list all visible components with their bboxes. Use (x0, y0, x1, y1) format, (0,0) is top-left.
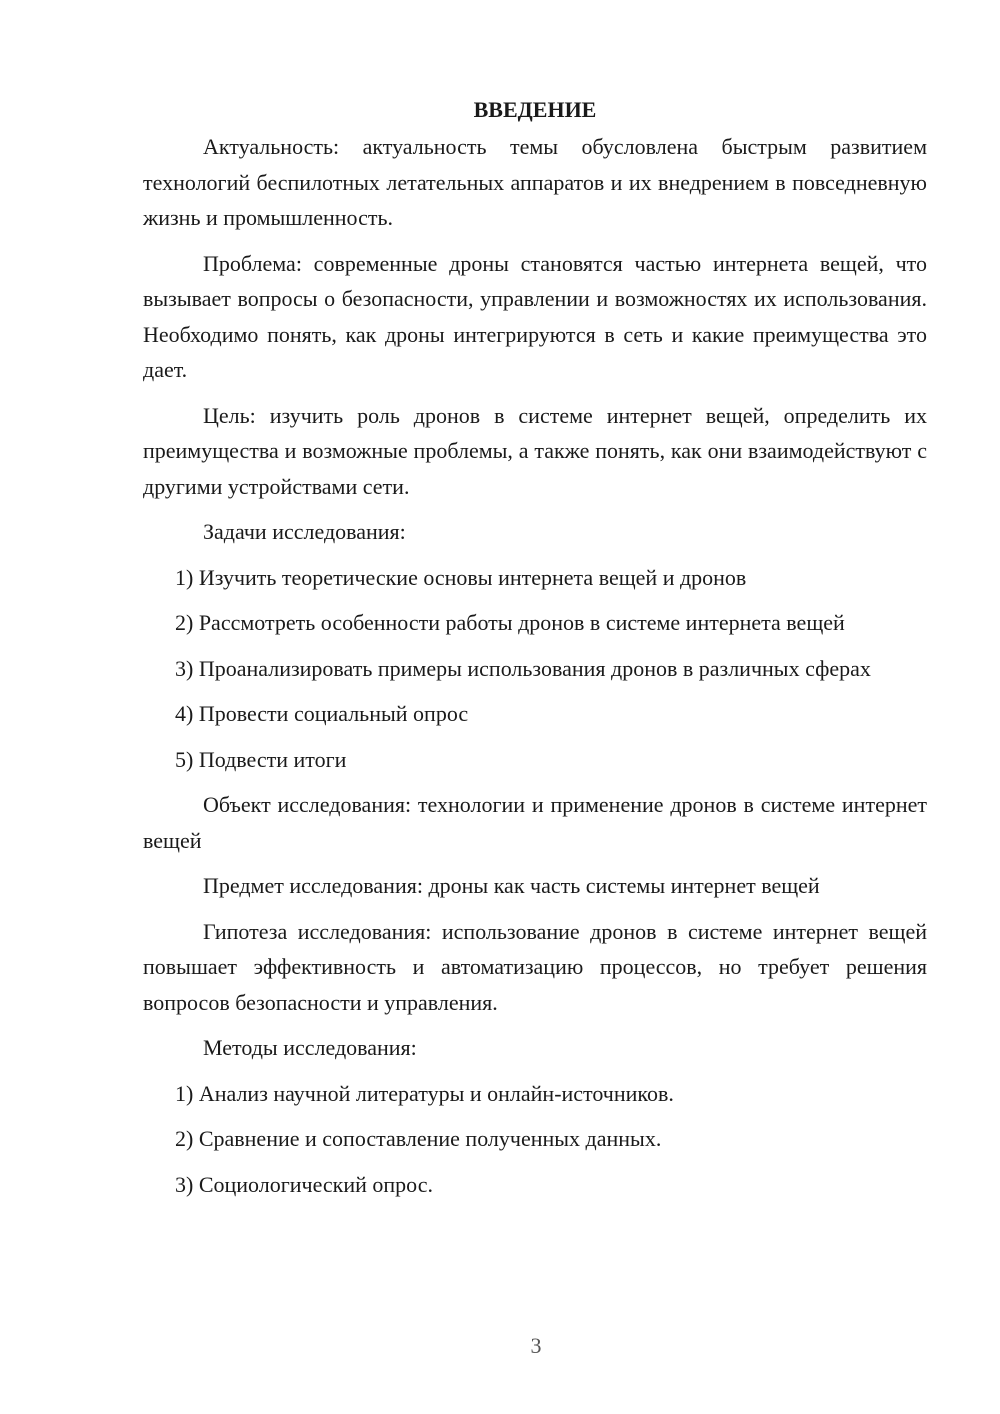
task-item: 2) Рассмотреть особенности работы дронов в системе интернета вещей (175, 610, 845, 635)
section-heading: ВВЕДЕНИЕ (473, 97, 597, 122)
task-item: 1) Изучить теоретические основы интернета вещей и дронов (175, 564, 747, 590)
task-item: 5) Подвести итоги (175, 746, 347, 772)
tasks-title: Задачи исследования: (203, 519, 406, 544)
relevance-paragraph: Актуальность: актуальность темы обусловлена быстрым развитием технологий беспилотных летательных аппаратов и их внедрением в повседневную жизнь и промышленность. (143, 134, 927, 230)
goal-paragraph: Цель: изучить роль дронов в системе интернет вещей, определить их преимущества и возможные проблемы, а также понять, как они взаимодействуют с другими устройствами сети. (143, 402, 927, 499)
object-paragraph: Объект исследования: технологии и применение дронов в системе интернет вещей (143, 792, 927, 853)
task-item: 4) Провести социальный опрос (175, 701, 469, 726)
methods-title: Методы исследования: (203, 1035, 417, 1060)
subject-paragraph: Предмет исследования: дроны как часть системы интернет вещей (203, 873, 820, 898)
method-item: 3) Социологический опрос. (175, 1171, 433, 1197)
method-item: 2) Сравнение и сопоставление полученных данных. (175, 1126, 662, 1151)
task-item: 3) Проанализировать примеры использования дронов в различных сферах (175, 655, 871, 681)
page-number: 3 (530, 1333, 542, 1358)
problem-paragraph: Проблема: современные дроны становятся частью интернета вещей, что вызывает вопросы о безопасности, управлении и возможностях их использования. Необходимо понять, как дроны интегрируются в сеть и какие преимущества это дает. (143, 250, 927, 382)
page-content (143, 92, 927, 1212)
hypothesis-paragraph: Гипотеза исследования: использование дронов в системе интернет вещей повышает эффективность и автоматизацию процессов, но требует решения вопросов безопасности и управления. (143, 918, 927, 1015)
method-item: 1) Анализ научной литературы и онлайн-источников. (175, 1080, 674, 1106)
